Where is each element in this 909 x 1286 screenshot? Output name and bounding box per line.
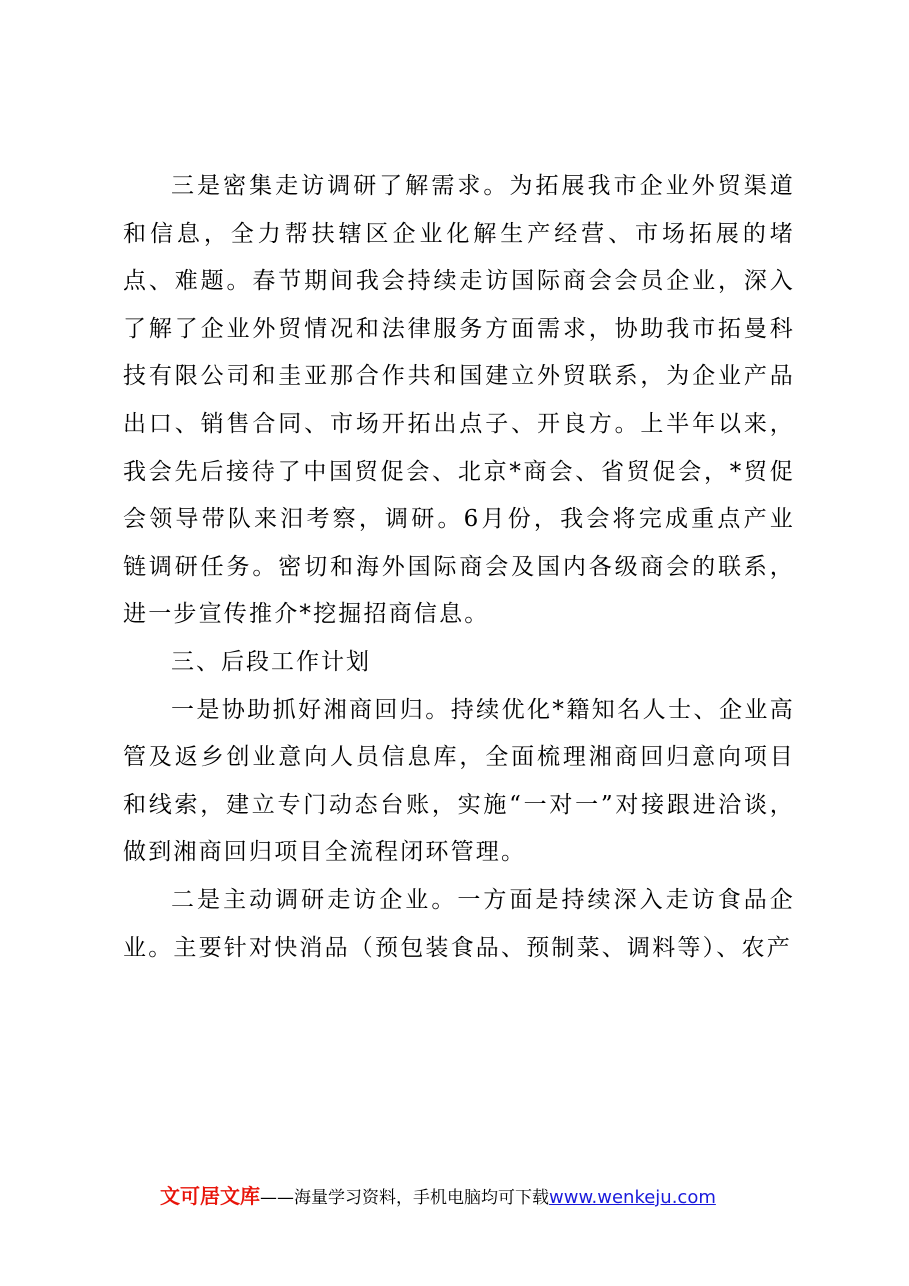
paragraph-visits-research: 三是密集走访调研了解需求。为拓展我市企业外贸渠道和信息，全力帮扶辖区企业化解生产经营、市场拓展的堵点、难题。春节期间我会持续走访国际商会会员企业，深入了解了企业外贸情况和法律服务方面需求，协助我市拓曼科技有限公司和圭亚那合作共和国建立外贸联系，为企业产品出口、销售合同、市场开拓出点子、开良方。上半年以来，我会先后接待了中国贸促会、北京*商会、省贸促会，*贸促会领导带队来汨考察，调研。6月份，我会将完成重点产业链调研任务。密切和海外国际商会及国内各级商会的联系，进一步宣传推介*挖掘招商信息。 — [123, 173, 795, 628]
section-heading: 三、后段工作计划 — [171, 648, 371, 675]
footer-link[interactable]: www.wenkeju.com — [549, 1187, 716, 1208]
footer-tagline: ——海量学习资料，手机电脑均可下载 — [260, 1188, 549, 1208]
paragraph-enterprise-visits: 二是主动调研走访企业。一方面是持续深入走访食品企业。主要针对快消品（预包装食品、预制菜、调料等）、农产 — [123, 886, 795, 961]
footer-watermark — [160, 1182, 716, 1212]
paragraph-xiang-merchants: 一是协助抓好湘商回归。持续优化*籍知名人士、企业高管及返乡创业意向人员信息库，全面梳理湘商回归意向项目和线索，建立专门动态台账，实施“一对一”对接跟进洽谈，做到湘商回归项目全流程闭环管理。 — [123, 696, 795, 866]
document-body — [123, 163, 795, 972]
footer-brand: 文可居文库 — [160, 1184, 260, 1208]
